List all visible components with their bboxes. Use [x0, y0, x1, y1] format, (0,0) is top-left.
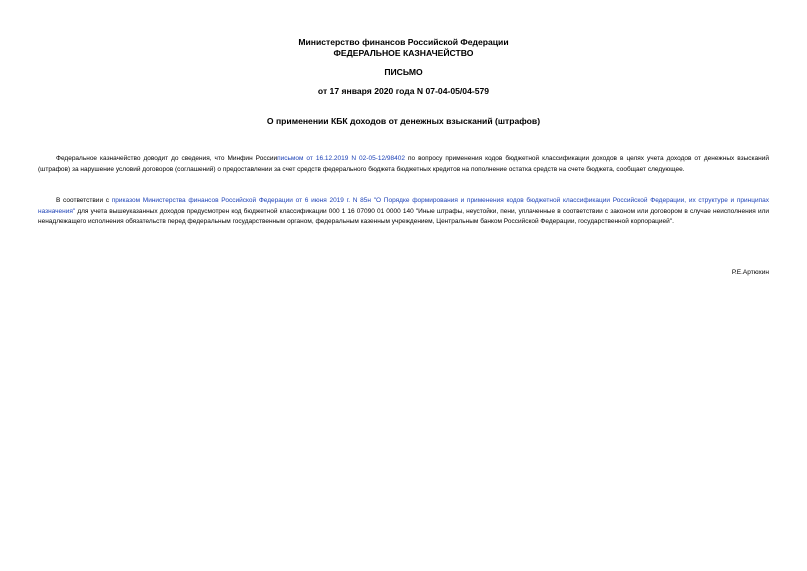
link-order-title[interactable]: "О Порядке формирования и применения кодов бюджетной классификации Российской Федерации, их структуре и принципах назначения" [38, 197, 769, 215]
document-subject: О применении КБК доходов от денежных взысканий (штрафов) [266, 116, 541, 126]
paragraph-2-text-end: для учета вышеуказанных доходов предусмотрен код бюджетной классификации 000 1 16 07090 01 0000 140 "Иные штрафы, неустойки, пени, уплаченные в соответствии с законом или договором в случае неисполнения или ненадлежащего исполнения обязательств перед федеральным государственным органом, федеральным казенным учреждением, Центральным банком Российской Федерации, государственной корпорацией". [38, 207, 769, 226]
paragraph-1-text-end: по вопросу применения кодов бюджетной классификации доходов в целях учета доходов от денежных взысканий (штрафов) за нарушение условий договоров (соглашений) о предоставлении за счет средств федерального бюджета бюджетных кредитов на пополнение остатка средств на счете бюджета, сообщает следующее. [38, 155, 769, 173]
ministry-name: Министерство финансов Российской Федерации [298, 37, 509, 47]
paragraph-1 [38, 154, 769, 175]
signature: Р.Е.Артюхин [731, 269, 769, 276]
link-minfin-order[interactable]: приказом Министерства финансов Российской Федерации от 6 июня 2019 г. N 85н [111, 197, 371, 204]
document-date-number: от 17 января 2020 года N 07-04-05/04-579 [317, 86, 490, 96]
link-minfin-letter[interactable]: письмом от 16.12.2019 N 02-05-12/98402 [277, 155, 405, 162]
paragraph-2 [38, 196, 769, 228]
agency-name: ФЕДЕРАЛЬНОЕ КАЗНАЧЕЙСТВО [333, 48, 474, 58]
paragraph-1-text-start: Федеральное казначейство доводит до сведения, что Минфин России [56, 155, 278, 162]
document-page [38, 0, 769, 571]
document-header [38, 37, 769, 59]
paragraph-2-text-start: В соответствии с [56, 197, 112, 204]
document-type: ПИСЬМО [384, 67, 423, 77]
